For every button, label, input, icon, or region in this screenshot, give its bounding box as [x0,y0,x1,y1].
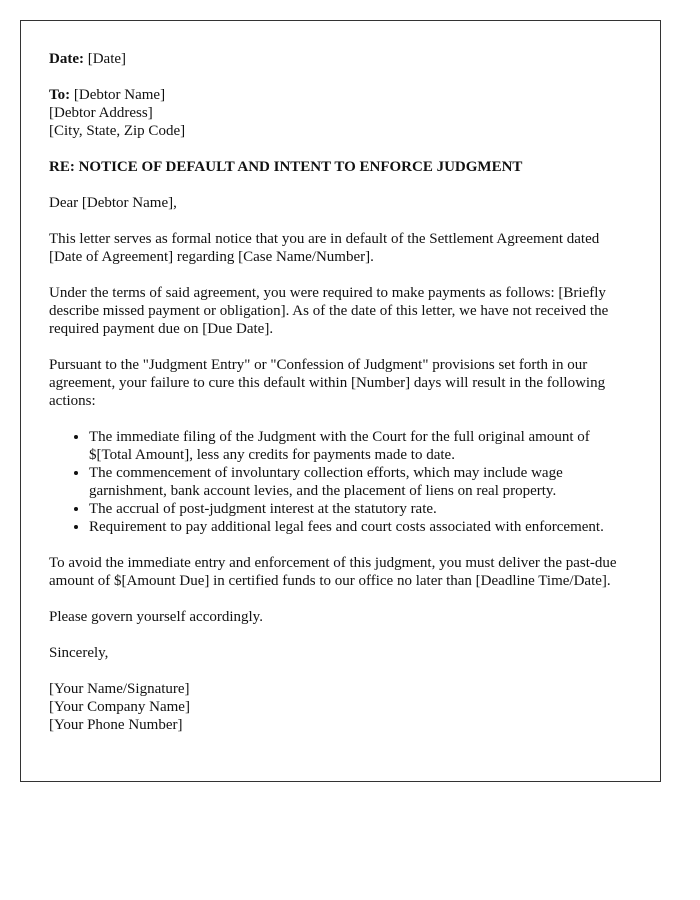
paragraph-payment-terms: Under the terms of said agreement, you were required to make payments as follows: [Briefly describe missed payment or obligation]. As of the date of this letter, we have not received the required payment due on [Due Date]. [49,285,609,337]
date-label: Date: [49,51,84,67]
to-label: To: [49,87,71,103]
debtor-name: [Debtor Name] [73,87,166,103]
sender-name: [Your Name/Signature] [49,681,190,697]
paragraph-default-notice: This letter serves as formal notice that you are in default of the Settlement Agreement dated [Date of Agreement] regarding [Case Name/Number]. [49,231,600,265]
action-item-interest: • The accrual of post-judgment interest at the statutory rate. [89,500,632,518]
paragraph-demand: To avoid the immediate entry and enforcement of this judgment, you must deliver the past-due amount of $[Amount Due] in certified funds to our office no later than [Deadline Time/Date]. [49,555,617,589]
recipient-block [49,86,632,140]
salutation: Dear [Debtor Name], [49,195,177,211]
sender-company: [Your Company Name] [49,699,190,715]
date-line [49,50,632,68]
action-item-collection: • The commencement of involuntary collection efforts, which may include wage garnishment, bank account levies, and the placement of liens on real property. [89,464,632,500]
paragraph-consequences-intro: Pursuant to the "Judgment Entry" or "Confession of Judgment" provisions set forth in our agreement, your failure to cure this default within [Number] days will result in the following actions: [49,357,606,409]
debtor-city: [City, State, Zip Code] [49,123,186,139]
action-item-fees: • Requirement to pay additional legal fees and court costs associated with enforcement. [89,518,632,536]
valediction: Sincerely, [49,645,109,661]
debtor-address: [Debtor Address] [49,105,153,121]
date-value: [Date] [87,51,127,67]
letter-page [20,20,661,782]
actions-list [49,428,632,536]
subject-line: RE: NOTICE OF DEFAULT AND INTENT TO ENFORCE JUDGMENT [49,159,523,175]
paragraph-govern: Please govern yourself accordingly. [49,609,263,625]
signature-block [49,680,632,734]
action-item-filing: • The immediate filing of the Judgment with the Court for the full original amount of $[Total Amount], less any credits for payments made to date. [89,428,632,464]
recipient-name-line [49,86,632,104]
sender-phone: [Your Phone Number] [49,717,183,733]
